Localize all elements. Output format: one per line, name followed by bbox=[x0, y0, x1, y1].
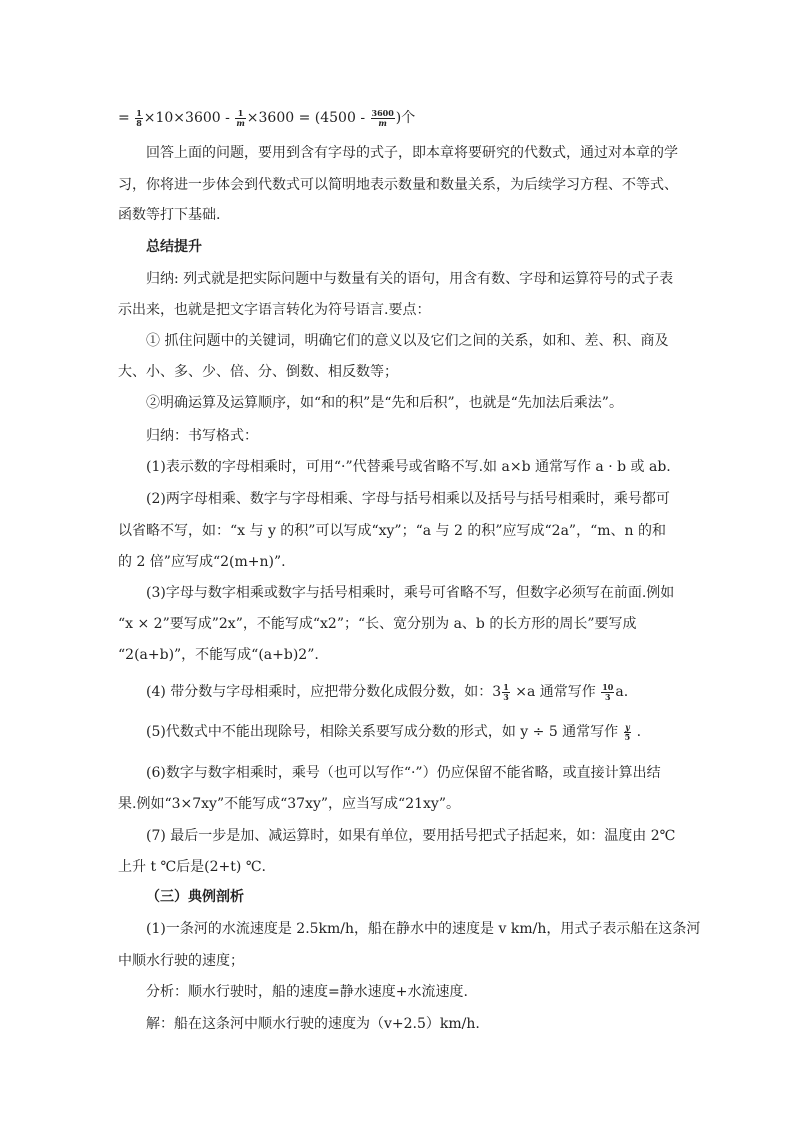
fraction-y-over-5: $\frac{y}{5}$ bbox=[624, 721, 631, 742]
examples-heading: （三）典例剖析 bbox=[146, 889, 244, 905]
rule-7-line1: (7) 最后一步是加、减运算时，如果有单位，要用括号把式子括起来，如：温度由 2℃ bbox=[146, 828, 676, 844]
fraction-1-8: $\frac{1}{8}$ bbox=[136, 107, 142, 128]
summary-para1-line2: 示出来，也就是把文字语言转化为符号语言.要点： bbox=[118, 302, 431, 318]
rule-5: (5)代数式中不能出现除号，相除关系要写成分数的形式，如 y ÷ 5 通常写作 $\frac{y}{5}$ . bbox=[146, 721, 642, 742]
fraction-ten-thirds: $\frac{10}{3}$ bbox=[602, 681, 614, 702]
rule-3-line2: “x × 2”要写成”2x”，不能写成“x2”；“长、宽分别为 a、b 的长方形的周长”要写成 bbox=[118, 616, 637, 632]
rule-2-line2: 以省略不写，如：“x 与 y 的积”可以写成“xy”；“a 与 2 的积”应写成“2a”，“m、n 的和 bbox=[118, 523, 666, 539]
rule-6-line1: (6)数字与数字相乘时，乘号（也可以写作“·”）仍应保留不能省略，或直接计算出结 bbox=[146, 765, 661, 781]
intro-line-2: 习，你将进一步体会到代数式可以简明地表示数量和数量关系，为后续学习方程、不等式、 bbox=[118, 177, 678, 193]
rule-4: (4) 带分数与字母相乘时，应把带分数化成假分数，如：3 $\frac{1}{3}$ ×a 通常写作 $\frac{10}{3}$ a. bbox=[146, 681, 629, 702]
formula-line: = $\frac{1}{8}$ ×10×3600 - $\frac{1}{m}$ ×3600 = (4500 - $\frac{3600}{m}$ )个 bbox=[118, 107, 416, 128]
fraction-one-third: $\frac{1}{3}$ bbox=[503, 681, 509, 702]
point1-line1: ① 抓住问题中的关键词，明确它们的意义以及它们之间的关系，如和、差、积、商及 bbox=[146, 333, 669, 349]
rule-7-line2: 上升 t ℃后是(2+t) ℃. bbox=[118, 859, 266, 875]
rule-3-line3: “2(a+b)”，不能写成“(a+b)2”. bbox=[118, 647, 319, 663]
point1-line2: 大、小、多、少、倍、分、倒数、相反数等； bbox=[118, 364, 398, 380]
example-1-line1: (1)一条河的水流速度是 2.5km/h，船在静水中的速度是 v km/h，用式子表示船在这条河 bbox=[146, 921, 701, 937]
summary-para1-line1: 归纳: 列式就是把实际问题中与数量有关的语句，用含有数、字母和运算符号的式子表 bbox=[146, 271, 674, 287]
rule-3-line1: (3)字母与数字相乘或数字与括号相乘时，乘号可省略不写，但数字必须写在前面.例如 bbox=[146, 585, 675, 601]
rule-6-line2: 果.例如“3×7xy”不能写成“37xy”，应当写成“21xy”。 bbox=[118, 796, 460, 812]
rule-1: (1)表示数的字母相乘时，可用“·”代替乘号或省略不写.如 a×b 通常写作 a · b 或 ab. bbox=[146, 459, 671, 475]
rule-2-line3: 的 2 倍”应写成“2(m+n)”. bbox=[118, 554, 286, 570]
fraction-1-m: $\frac{1}{m}$ bbox=[236, 107, 245, 128]
example-1-solution: 解：船在这条河中顺水行驶的速度为（v+2.5）km/h. bbox=[146, 1016, 480, 1032]
intro-line-1: 回答上面的问题，要用到含有字母的式子，即本章将要研究的代数式，通过对本章的学 bbox=[146, 145, 678, 161]
point2: ②明确运算及运算顺序，如“和的积”是“先和后积”，也就是“先加法后乘法”。 bbox=[146, 395, 623, 411]
format-heading: 归纳：书写格式： bbox=[146, 428, 258, 444]
rule-2-line1: (2)两字母相乘、数字与字母相乘、字母与括号相乘以及括号与括号相乘时，乘号都可 bbox=[146, 491, 670, 507]
example-1-line2: 中顺水行驶的速度； bbox=[118, 953, 244, 969]
fraction-3600-m: $\frac{3600}{m}$ bbox=[371, 107, 394, 128]
example-1-analysis: 分析：顺水行驶时，船的速度=静水速度+水流速度. bbox=[146, 984, 468, 1000]
summary-heading: 总结提升 bbox=[146, 239, 202, 255]
intro-line-3: 函数等打下基础. bbox=[118, 207, 221, 223]
